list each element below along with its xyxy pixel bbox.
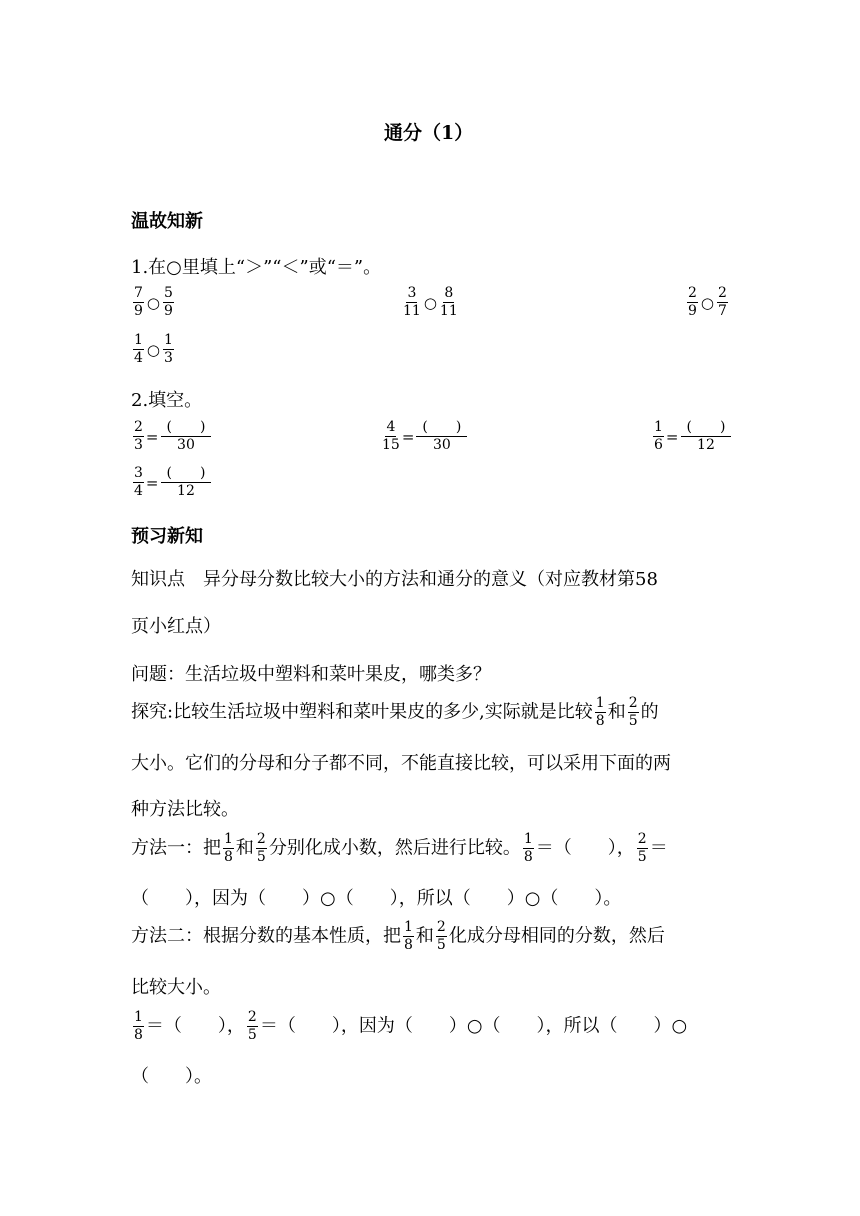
fraction: $\frac{2}{7}$ xyxy=(718,285,727,319)
fill-item-2 xyxy=(380,420,469,453)
compare-item-4 xyxy=(131,333,176,366)
question-2-prompt: 2.填空。 xyxy=(131,390,203,411)
compare-item-3 xyxy=(685,286,730,319)
compare-item-1 xyxy=(131,286,176,319)
equals-sign: = xyxy=(401,427,415,446)
equals-sign: = xyxy=(145,473,159,492)
fraction: $\frac{2}{3}$ xyxy=(134,419,143,453)
compare-item-2 xyxy=(401,286,460,319)
fraction-blank[interactable]: $\frac{( )}{30}$ xyxy=(161,420,212,453)
explore-line-3: 种方法比较。 xyxy=(131,799,239,820)
fill-item-3 xyxy=(651,420,733,453)
fraction: $\frac{2}{9}$ xyxy=(688,285,697,319)
fraction: $\frac{7}{9}$ xyxy=(134,285,143,319)
fraction: $\frac{3}{11}$ xyxy=(403,285,421,319)
equals-sign: = xyxy=(665,427,679,446)
fraction-1-8: $\frac{1}{8}$ xyxy=(523,831,533,865)
fraction-1-8: $\frac{1}{8}$ xyxy=(134,1009,143,1043)
fraction-2-5: $\frac{2}{5}$ xyxy=(637,831,647,865)
answer-circle[interactable]: ○ xyxy=(700,293,715,312)
fill-item-1 xyxy=(131,420,213,453)
fraction: $\frac{4}{15}$ xyxy=(382,419,400,453)
fraction-blank[interactable]: $\frac{( )}{12}$ xyxy=(681,420,732,453)
knowledge-point-line-2: 页小红点） xyxy=(131,616,221,637)
method-2-line-4: （ ）。 xyxy=(131,1066,212,1087)
knowledge-point-line-1: 知识点 异分母分数比较大小的方法和通分的意义（对应教材第58 xyxy=(131,569,658,590)
method-1-line-2: （ ），因为（ ）○（ ），所以（ ）○（ ）。 xyxy=(131,888,622,909)
problem-question: 问题：生活垃圾中塑料和菜叶果皮，哪类多？ xyxy=(131,664,491,685)
fraction-blank[interactable]: $\frac{( )}{30}$ xyxy=(416,420,467,453)
equals-sign: = xyxy=(145,427,159,446)
fraction: $\frac{1}{4}$ xyxy=(134,332,143,366)
explore-line-2: 大小。它们的分母和分子都不同，不能直接比较，可以采用下面的两 xyxy=(131,753,671,774)
fraction: $\frac{5}{9}$ xyxy=(164,285,173,319)
fraction: $\frac{1}{3}$ xyxy=(164,332,173,366)
fraction: $\frac{1}{6}$ xyxy=(654,419,663,453)
section-heading-preview: 预习新知 xyxy=(131,526,203,547)
answer-circle[interactable]: ○ xyxy=(423,293,437,312)
fraction-2-5: $\frac{2}{5}$ xyxy=(247,1009,257,1043)
method-2-line-3: $\frac{1}{8}$ ＝（ ）， $\frac{2}{5}$ ＝（ ），因为（ ）○（ ），所以（ ）○ xyxy=(134,1009,688,1043)
method-2-line-1: 方法二：根据分数的基本性质，把 $\frac{1}{8}$ 和 $\frac{2}{5}$ 化成分母相同的分数，然后 xyxy=(131,919,665,953)
fraction: $\frac{3}{4}$ xyxy=(134,465,143,499)
fraction-1-8: $\frac{1}{8}$ xyxy=(404,919,413,953)
explore-line-1: 探究:比较生活垃圾中塑料和菜叶果皮的多少,实际就是比较 $\frac{1}{8}$ 和 $\frac{2}{5}$ 的 xyxy=(131,695,659,729)
fraction-blank[interactable]: $\frac{( )}{12}$ xyxy=(161,466,212,499)
method-1-line-1: 方法一：把 $\frac{1}{8}$ 和 $\frac{2}{5}$ 分别化成小数，然后进行比较。 $\frac{1}{8}$ ＝（ ）， $\frac{2}{5}$ ＝ xyxy=(131,831,668,865)
fill-item-4 xyxy=(131,466,213,499)
fraction-2-5: $\frac{2}{5}$ xyxy=(628,695,638,729)
method-2-line-2: 比较大小。 xyxy=(131,977,221,998)
page-title: 通分（1） xyxy=(384,122,474,144)
fraction-1-8: $\frac{1}{8}$ xyxy=(595,695,605,729)
answer-circle[interactable]: ○ xyxy=(146,293,161,312)
section-heading-review: 温故知新 xyxy=(131,211,203,232)
fraction-2-5: $\frac{2}{5}$ xyxy=(436,919,446,953)
fraction-1-8: $\frac{1}{8}$ xyxy=(224,831,233,865)
fraction-2-5: $\frac{2}{5}$ xyxy=(256,831,266,865)
fraction: $\frac{8}{11}$ xyxy=(439,285,458,319)
question-1-prompt: 1.在○里填上“＞”“＜”或“＝”。 xyxy=(131,257,382,278)
answer-circle[interactable]: ○ xyxy=(146,340,161,359)
